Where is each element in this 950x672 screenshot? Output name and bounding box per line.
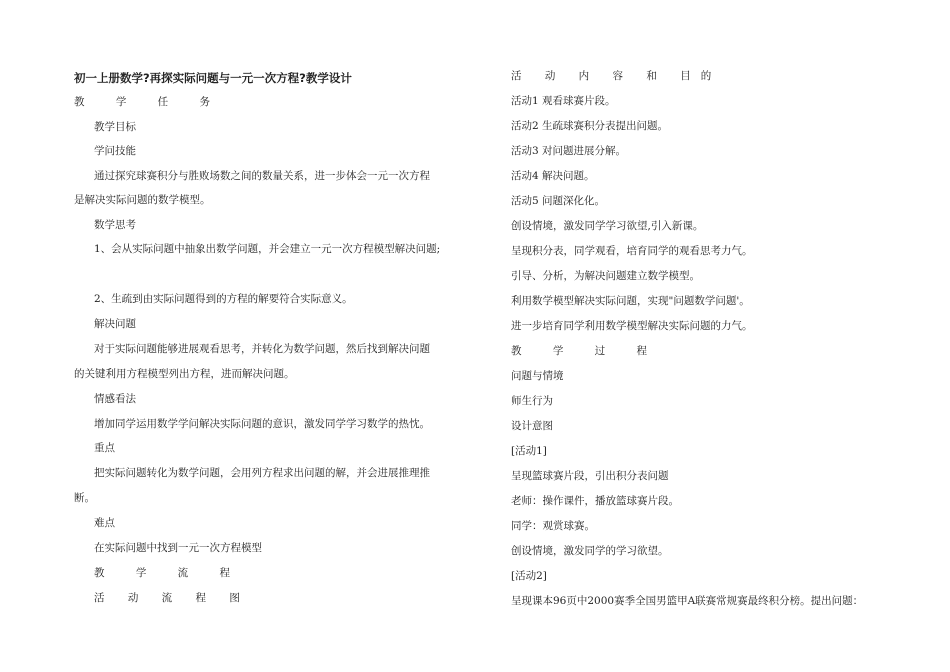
- attitude-text: 增加同学运用数学学问解决实际问题的意识，激发同学学习数学的热忱。: [94, 418, 430, 430]
- key-point-text: 断。: [74, 492, 95, 504]
- key-point-heading: 重点: [94, 442, 115, 454]
- activity-item: 活动2 生疏球赛积分表提出问题。: [511, 120, 669, 132]
- activity-label: [活动2]: [511, 570, 547, 582]
- document-title: 初一上册数学?再探实际问题与一元一次方程?教学设计: [74, 71, 352, 85]
- key-point-text: 把实际问题转化为数学问题，会用列方程求出问题的解，并会进展推理推: [94, 467, 430, 479]
- process-text: 创设情境，激发同学的学习欲望。: [511, 545, 669, 557]
- activity-item: 活动5 问题深化化。: [511, 195, 606, 207]
- activity-label: [活动1]: [511, 445, 547, 457]
- purpose-item: 进一步培育同学利用数学模型解决实际问题的力气。: [511, 320, 753, 332]
- purpose-item: 利用数学模型解决实际问题，实现"问题数学问题'。: [511, 295, 750, 307]
- thinking-item: 2、生疏到由实际问题得到的方程的解要符合实际意义。: [94, 293, 353, 305]
- design-intent-label: 设计意图: [511, 420, 553, 432]
- solving-text: 对于实际问题能够进展观看思考，并转化为数学问题，然后找到解决问题: [94, 343, 430, 355]
- difficulty-heading: 难点: [94, 517, 115, 529]
- activity-flow-heading: 活 动 流 程 图: [94, 592, 250, 604]
- math-thinking-heading: 数学思考: [94, 219, 136, 231]
- activity-item: 活动4 解决问题。: [511, 170, 595, 182]
- section-heading-task: 教 学 任 务: [74, 96, 225, 108]
- problem-situation-label: 问题与情境: [511, 370, 564, 382]
- activity-content-heading: 活 动 内 容 和 目的: [511, 70, 722, 82]
- difficulty-text: 在实际问题中找到一元一次方程模型: [94, 542, 262, 554]
- knowledge-text: 通过探究球赛积分与胜败场数之间的数量关系，进一步体会一元一次方程: [94, 170, 430, 182]
- teacher-student-label: 师生行为: [511, 395, 553, 407]
- objectives-heading: 教学目标: [94, 121, 136, 133]
- process-text: 呈现课本96页中2000赛季全国男篮甲A联赛常规赛最终积分榜。提出问题：: [511, 595, 864, 607]
- section-heading-process: 教 学 过 程: [511, 345, 662, 357]
- process-text: 同学：观赏球赛。: [511, 520, 595, 532]
- process-text: 呈现篮球赛片段，引出积分表问题: [511, 470, 669, 482]
- solving-text: 的关键利用方程模型列出方程，进而解决问题。: [74, 368, 295, 380]
- attitude-heading: 情感看法: [94, 393, 136, 405]
- section-heading-flow: 教 学 流 程: [94, 567, 245, 579]
- knowledge-heading: 学问技能: [94, 145, 136, 157]
- activity-item: 活动3 对问题进展分解。: [511, 145, 627, 157]
- problem-solving-heading: 解决问题: [94, 318, 136, 330]
- purpose-item: 创设情境，激发同学学习欲望,引入新课。: [511, 220, 704, 232]
- knowledge-text: 是解决实际问题的数学模型。: [74, 194, 211, 206]
- activity-item: 活动1 观看球赛片段。: [511, 95, 616, 107]
- purpose-item: 呈现积分表，同学观看，培育同学的观看思考力气。: [511, 245, 753, 257]
- process-text: 老师：操作课件，播放篮球赛片段。: [511, 495, 679, 507]
- thinking-item: 1、会从实际问题中抽象出数学问题，并会建立一元一次方程模型解决问题;: [94, 243, 441, 255]
- purpose-item: 引导、分析，为解决问题建立数学模型。: [511, 270, 700, 282]
